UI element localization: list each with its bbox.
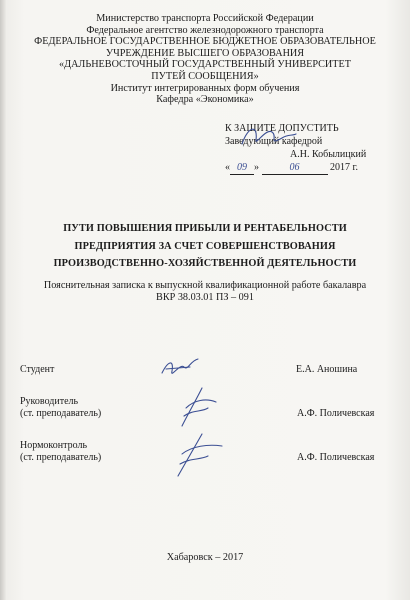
head-of-department-signature xyxy=(238,122,298,152)
student-row xyxy=(20,364,54,376)
thesis-subtitle xyxy=(0,280,410,303)
normcontrol-name: А.Ф. Поличевская xyxy=(297,452,375,463)
header-line-agency: Федеральное агентство железнодорожного транспорта xyxy=(86,24,324,36)
approval-year: 2017 г. xyxy=(330,162,358,173)
title-line-1: ПУТИ ПОВЫШЕНИЯ ПРИБЫЛИ И РЕНТАБЕЛЬНОСТИ xyxy=(63,223,347,234)
student-label: Студент xyxy=(20,364,55,375)
normcontrol-title: (ст. преподаватель) xyxy=(20,452,102,463)
header-line-institution-type-2: УЧРЕЖДЕНИЕ ВЫСШЕГО ОБРАЗОВАНИЯ xyxy=(105,47,305,59)
header-line-institution-type: ФЕДЕРАЛЬНОЕ ГОСУДАРСТВЕННОЕ БЮДЖЕТНОЕ ОБРАЗОВАТЕЛЬНОЕ xyxy=(34,36,376,48)
approval-name: А.Н. Кобылицкий xyxy=(290,149,367,160)
approval-position: Заведующий кафедрой xyxy=(225,136,323,147)
supervisor-name: А.Ф. Поличевская xyxy=(297,408,375,419)
subtitle-line-1: Пояснительная записка к выпускной квалификационной работе бакалавра xyxy=(43,280,367,291)
header-line-university-2: ПУТЕЙ СООБЩЕНИЯ» xyxy=(151,70,259,82)
normcontrol-label: Нормоконтроль xyxy=(20,440,88,451)
approval-label: К ЗАЩИТЕ ДОПУСТИТЬ xyxy=(225,123,339,134)
thesis-title xyxy=(0,220,410,273)
footer-city-year: Хабаровск – 2017 xyxy=(166,552,244,563)
normcontrol-signature xyxy=(168,432,226,478)
supervisor-label: Руководитель xyxy=(20,396,79,407)
supervisor-signature xyxy=(172,386,222,430)
header-line-ministry: Министерство транспорта Российской Федерации xyxy=(96,13,314,24)
title-line-2: ПРЕДПРИЯТИЯ ЗА СЧЕТ СОВЕРШЕНСТВОВАНИЯ xyxy=(74,240,336,252)
normcontrol-row xyxy=(20,440,101,464)
approval-day: 09 xyxy=(230,161,254,175)
supervisor-row xyxy=(20,396,101,420)
approval-month: 06 xyxy=(262,161,328,175)
header-line-institute: Институт интегрированных форм обучения xyxy=(110,82,300,94)
header-line-department: Кафедра «Экономика» xyxy=(156,94,254,106)
institution-header xyxy=(0,13,410,106)
header-line-university: «ДАЛЬНЕВОСТОЧНЫЙ ГОСУДАРСТВЕННЫЙ УНИВЕРСИТЕТ xyxy=(59,59,351,71)
student-name: Е.А. Аношина xyxy=(296,364,358,375)
title-line-3: ПРОИЗВОДСТВЕННО-ХОЗЯЙСТВЕННОЙ ДЕЯТЕЛЬНОСТИ xyxy=(53,258,357,269)
student-signature xyxy=(160,355,200,381)
supervisor-title: (ст. преподаватель) xyxy=(20,408,102,419)
subtitle-line-2: ВКР 38.03.01 ПЗ – 091 xyxy=(156,291,254,303)
approval-date: « 09 » 06 2017 г. xyxy=(225,162,358,173)
